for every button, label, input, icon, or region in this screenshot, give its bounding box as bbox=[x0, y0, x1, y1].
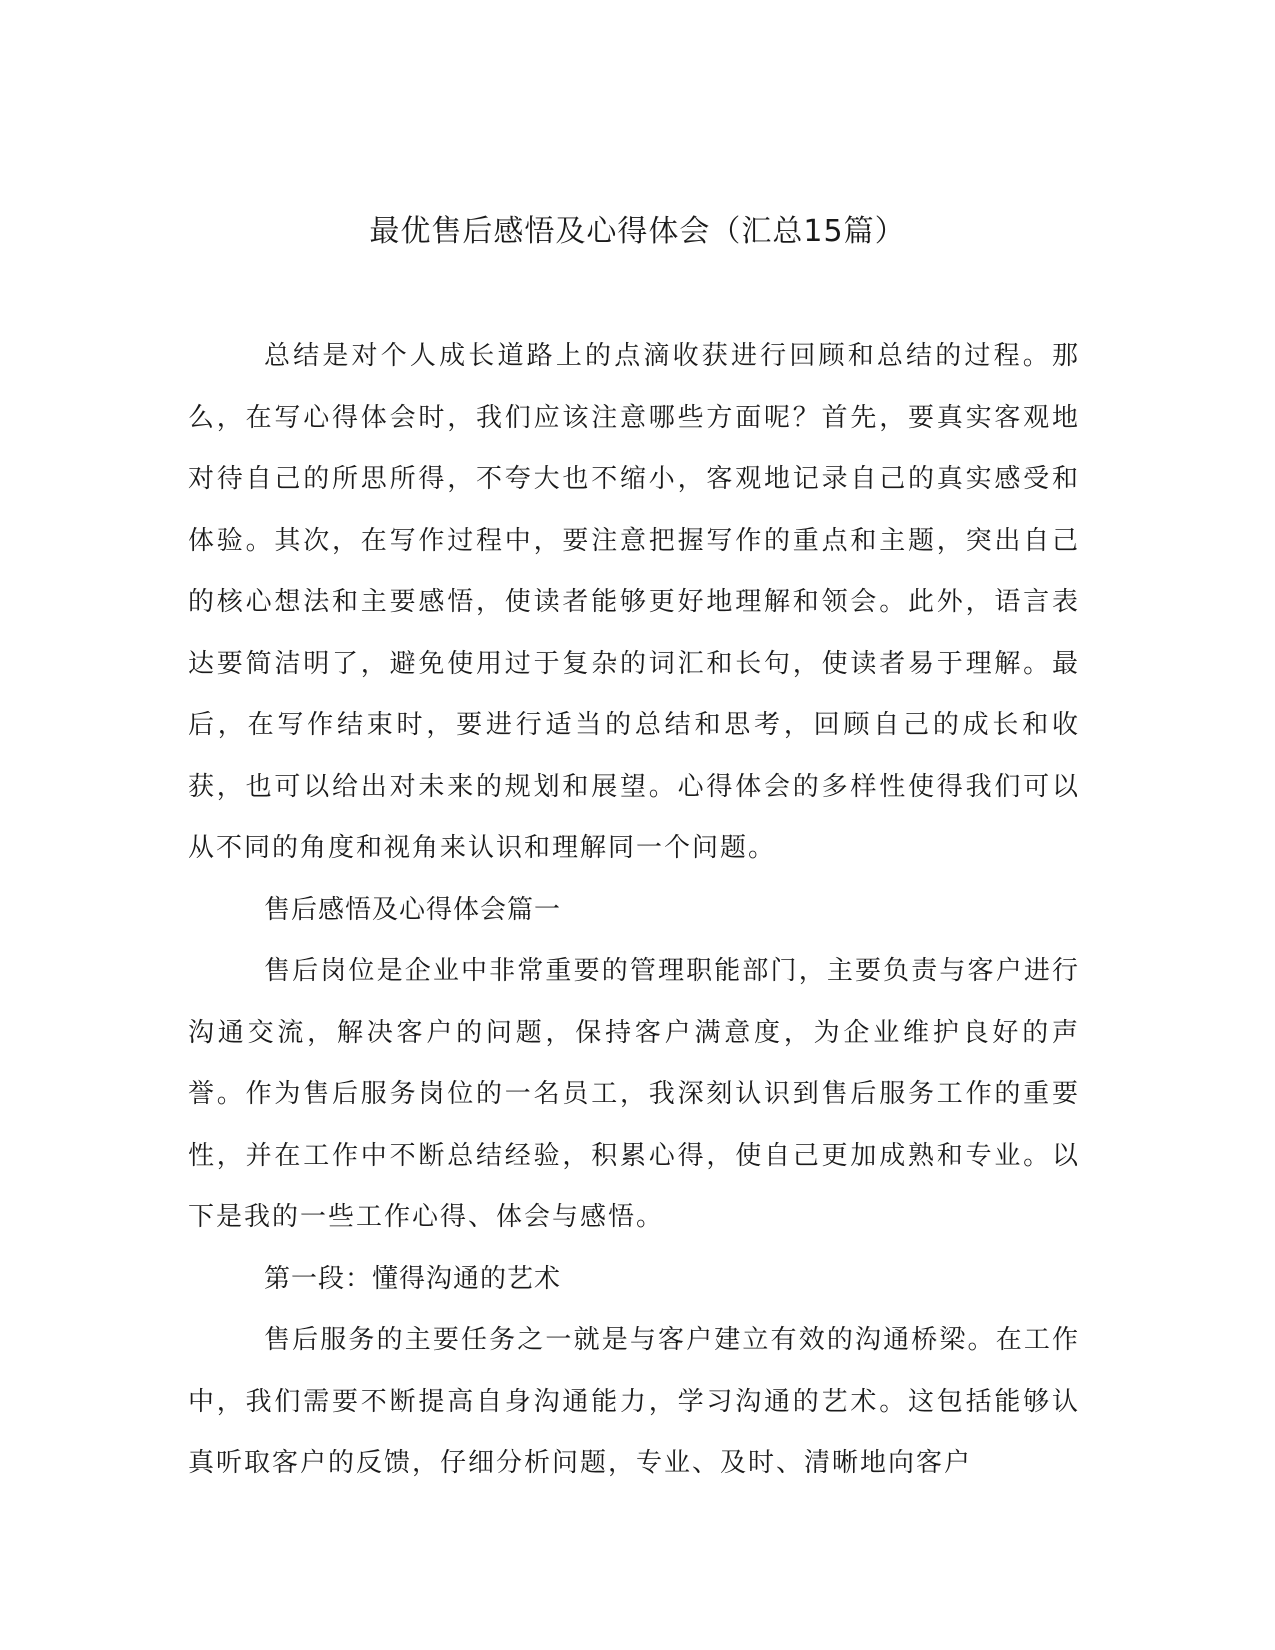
intro-paragraph: 总结是对个人成长道路上的点滴收获进行回顾和总结的过程。那么，在写心得体会时，我们应该注意哪些方面呢？首先，要真实客观地对待自己的所思所得，不夸大也不缩小，客观地记录自己的真实感受和体验。其次，在写作过程中，要注意把握写作的重点和主题，突出自己的核心想法和主要感悟，使读者能够更好地理解和领会。此外，语言表达要简洁明了，避免使用过于复杂的词汇和长句，使读者易于理解。最后，在写作结束时，要进行适当的总结和思考，回顾自己的成长和收获，也可以给出对未来的规划和展望。心得体会的多样性使得我们可以从不同的角度和视角来认识和理解同一个问题。 bbox=[188, 341, 1080, 863]
subsection-heading-first: 第一段：懂得沟通的艺术 bbox=[264, 1263, 562, 1294]
body-paragraph: 售后岗位是企业中非常重要的管理职能部门，主要负责与客户进行沟通交流，解决客户的问题，保持客户满意度，为企业维护良好的声誉。作为售后服务岗位的一名员工，我深刻认识到售后服务工作的重要性，并在工作中不断总结经验，积累心得，使自己更加成熟和专业。以下是我的一些工作心得、体会与感悟。 bbox=[188, 956, 1080, 1232]
body-paragraph-continued: 售后服务的主要任务之一就是与客户建立有效的沟通桥梁。在工作中，我们需要不断提高自身沟通能力，学习沟通的艺术。这包括能够认真听取客户的反馈，仔细分析问题，专业、及时、清晰地向客户 bbox=[188, 1325, 1080, 1478]
document-title: 最优售后感悟及心得体会（汇总15篇） bbox=[369, 214, 906, 249]
document-body bbox=[188, 326, 1080, 1495]
section-heading-part-one: 售后感悟及心得体会篇一 bbox=[264, 894, 562, 925]
